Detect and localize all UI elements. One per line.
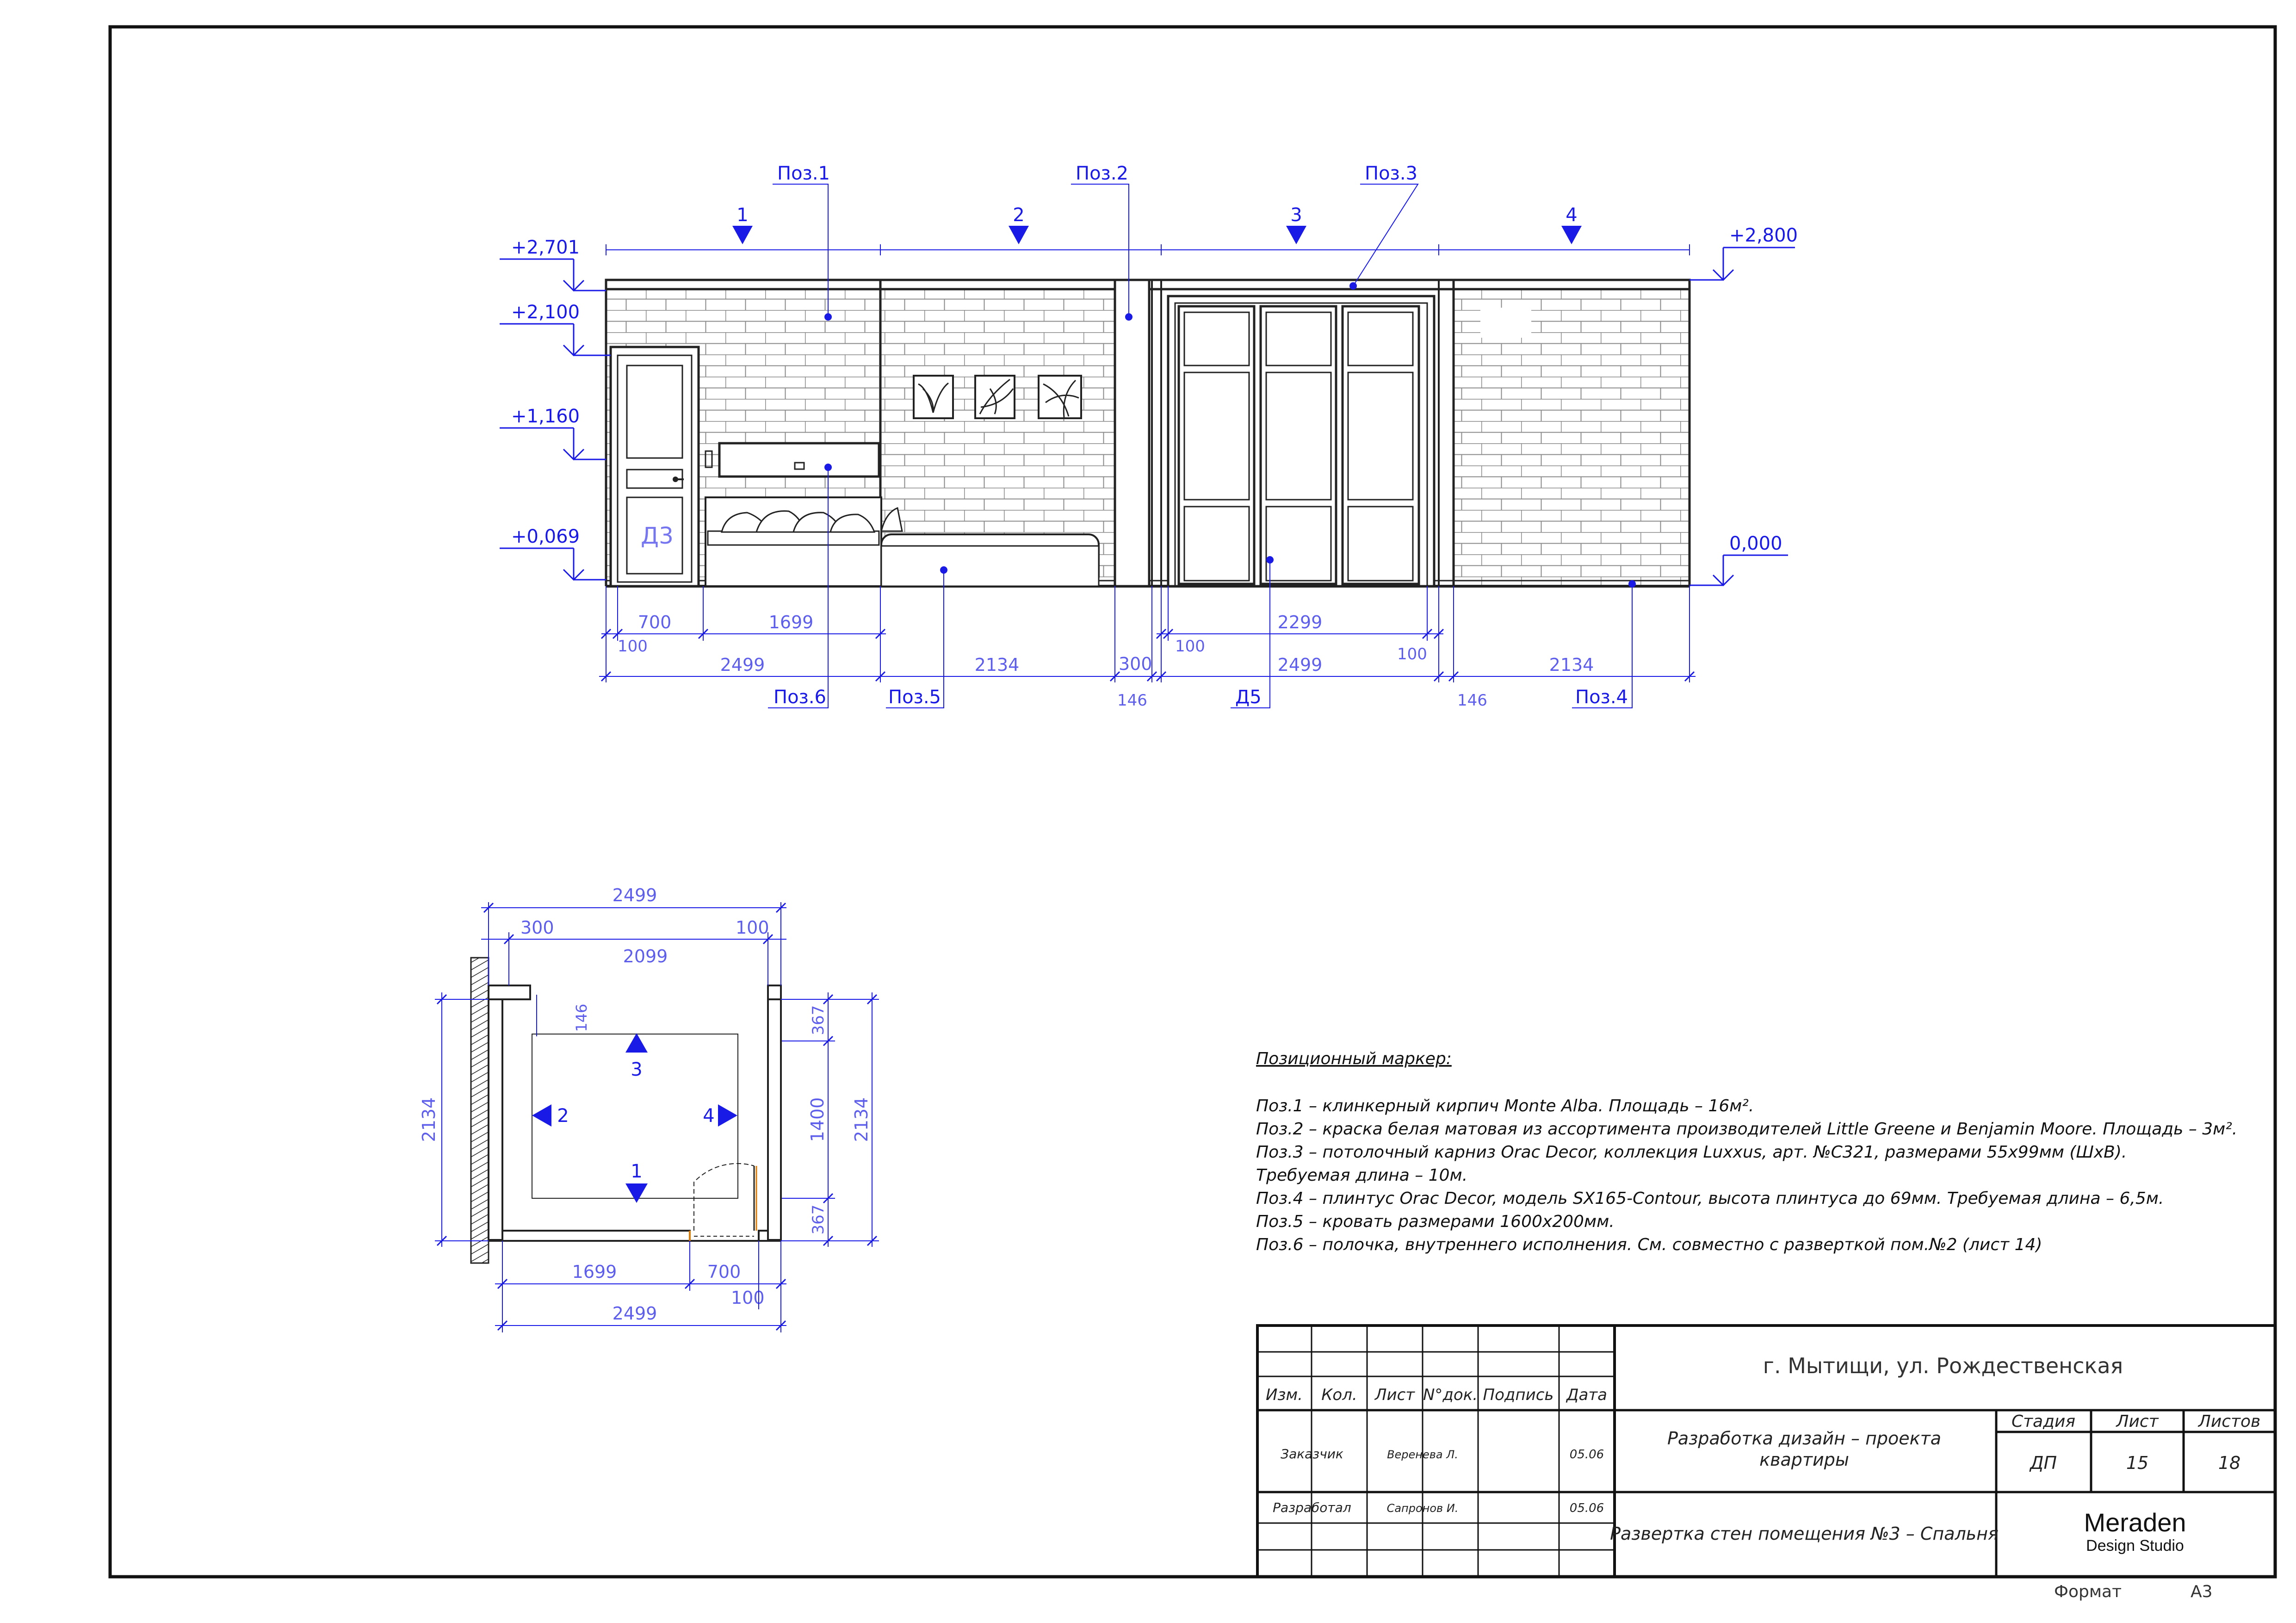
sheet-label: Лист [2116, 1412, 2159, 1431]
dim-100-b: 100 [1175, 637, 1205, 656]
plan-marker-2: 2 [557, 1105, 569, 1127]
level-label-3: +1,160 [511, 406, 580, 427]
plan-dim-2099: 2099 [623, 946, 668, 966]
callout-poz5: Поз.5 [888, 687, 941, 708]
plan-marker-2-icon [532, 1104, 551, 1127]
dim-2499-b: 2499 [1277, 655, 1323, 675]
plan-dim-367-top: 367 [809, 1005, 828, 1035]
dim-2134-a: 2134 [974, 655, 1020, 675]
door-d3 [611, 347, 699, 586]
customer-date: 05.06 [1569, 1448, 1604, 1462]
wall-marker-2: 2 [1013, 204, 1025, 226]
sheets-value: 18 [2218, 1453, 2241, 1473]
dim-2134-b: 2134 [1549, 655, 1594, 675]
format-value: А3 [2191, 1582, 2213, 1601]
plan-marker-4-icon [718, 1104, 737, 1127]
project-line-1: Разработка дизайн – проекта [1667, 1428, 1942, 1449]
wall-marker-3-icon [1286, 226, 1306, 244]
door-tag-d3: Д3 [641, 522, 674, 549]
wall-marker-1: 1 [736, 204, 749, 226]
floor-plan [419, 885, 879, 1332]
level-label-top-right: +2,800 [1729, 225, 1798, 246]
dim-300: 300 [1119, 654, 1152, 674]
col-list: Лист [1374, 1386, 1415, 1404]
plan-dim-2499-top: 2499 [612, 885, 657, 905]
dim-100-a: 100 [618, 637, 648, 656]
wall-marker-4: 4 [1566, 204, 1578, 226]
developer-date: 05.06 [1569, 1501, 1604, 1515]
col-podpis: Подпись [1483, 1386, 1554, 1404]
plan-marker-4: 4 [703, 1105, 715, 1127]
note-line-5: Поз.4 – плинтус Orac Decor, модель SX165-Contour, высота плинтуса до 69мм. Требуемая длина – 6,5м. [1256, 1189, 2164, 1208]
level-label-4: +0,069 [511, 526, 580, 547]
plan-marker-1-icon [625, 1183, 648, 1203]
plan-dim-2134-left: 2134 [419, 1097, 439, 1142]
note-line-1: Поз.1 – клинкерный кирпич Monte Alba. Площадь – 16м². [1256, 1096, 1754, 1115]
sheet-frame [110, 27, 2275, 1577]
dim-146-a: 146 [1117, 691, 1147, 710]
note-line-3: Поз.3 – потолочный карниз Orac Decor, коллекция Luxxus, арт. №C321, размерами 55х99мм (ШхВ). [1256, 1143, 2127, 1162]
wall-elevation [500, 163, 1798, 710]
level-label-1: +2,701 [511, 237, 580, 258]
dim-1699: 1699 [768, 612, 814, 632]
sheet-value: 15 [2126, 1453, 2149, 1473]
level-label-floor: 0,000 [1729, 533, 1782, 554]
developer-name: Сапронов И. [1386, 1502, 1459, 1515]
callout-poz2: Поз.2 [1076, 163, 1128, 184]
wall-marker-1-icon [732, 226, 753, 244]
note-line-6: Поз.5 – кровать размерами 1600х200мм. [1256, 1212, 1615, 1231]
dim-146-b: 146 [1457, 691, 1487, 710]
company-logo-sub: Design Studio [2086, 1537, 2184, 1555]
notes-heading: Позиционный маркер: [1256, 1049, 1452, 1068]
plan-dim-1400: 1400 [807, 1097, 828, 1142]
dim-700: 700 [637, 612, 672, 632]
door-tag-d5: Д5 [1235, 687, 1262, 708]
role-customer: Заказчик [1281, 1446, 1343, 1462]
plan-dim-700: 700 [707, 1262, 741, 1282]
callout-poz4: Поз.4 [1575, 687, 1628, 708]
note-line-2: Поз.2 – краска белая матовая из ассортимента производителей Little Greene и Benjamin Moore. Площадь – 3м². [1256, 1120, 2238, 1139]
plan-dim-146: 146 [573, 1004, 590, 1032]
sheets-label: Листов [2198, 1412, 2261, 1431]
door-d5 [1168, 296, 1434, 586]
level-label-2: +2,100 [511, 302, 580, 323]
wall-marker-3: 3 [1290, 204, 1302, 226]
callout-poz1: Поз.1 [777, 163, 830, 184]
plan-dim-2134-right: 2134 [851, 1097, 872, 1142]
project-line-2: квартиры [1759, 1450, 1849, 1470]
sheet-title: Развертка стен помещения №3 – Спальня [1610, 1524, 1999, 1544]
plan-dim-367-bottom: 367 [809, 1204, 828, 1235]
plan-dim-2499-bottom: 2499 [612, 1303, 657, 1324]
callout-poz6: Поз.6 [774, 687, 826, 708]
wall-art [914, 376, 1081, 418]
company-logo-name: Meraden [2084, 1508, 2186, 1537]
position-notes [1256, 1049, 2237, 1254]
role-developer: Разработал [1273, 1500, 1351, 1515]
plan-dim-300: 300 [520, 917, 554, 938]
plan-marker-3-icon [625, 1033, 648, 1053]
col-izm: Изм. [1266, 1386, 1303, 1404]
wall-marker-2-icon [1009, 226, 1029, 244]
note-line-7: Поз.6 – полочка, внутреннего исполнения. См. совместно с разверткой пом.№2 (лист 14) [1256, 1235, 2042, 1254]
plan-marker-1: 1 [631, 1161, 643, 1182]
plan-dim-1699: 1699 [572, 1262, 617, 1282]
wall-marker-4-icon [1561, 226, 1582, 244]
dim-2499-a: 2499 [720, 655, 765, 675]
col-data: Дата [1566, 1386, 1608, 1404]
dim-100-c: 100 [1397, 645, 1427, 663]
customer-name: Веренева Л. [1387, 1448, 1458, 1461]
stage-label: Стадия [2011, 1412, 2076, 1431]
col-kol: Кол. [1321, 1386, 1357, 1404]
wall-shelf [719, 443, 879, 477]
plan-dim-100-top: 100 [736, 917, 769, 938]
stage-value: ДП [2030, 1453, 2057, 1473]
plan-marker-3: 3 [631, 1059, 643, 1080]
dim-2299: 2299 [1277, 612, 1323, 632]
project-address: г. Мытищи, ул. Рождественская [1763, 1353, 2123, 1378]
format-label: Формат [2054, 1582, 2122, 1601]
note-line-4: Требуемая длина – 10м. [1256, 1166, 1468, 1185]
col-ndok: N°док. [1423, 1386, 1478, 1404]
painted-column [1115, 280, 1149, 586]
callout-poz3: Поз.3 [1365, 163, 1417, 184]
plan-dim-100-bottom: 100 [731, 1288, 765, 1308]
